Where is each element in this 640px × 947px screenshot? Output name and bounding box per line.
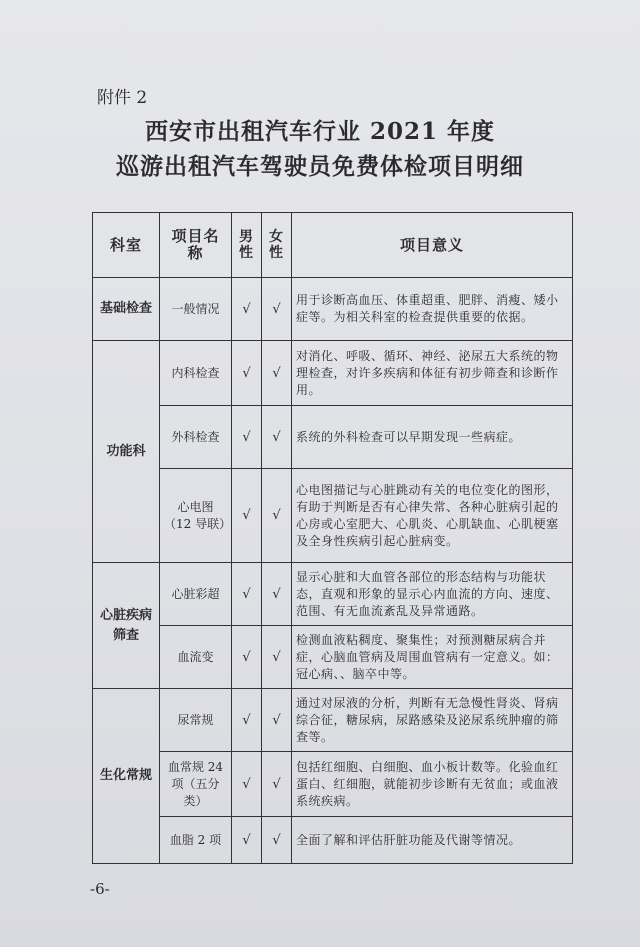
meaning-cell: 包括红细胞、白细胞、血小板计数等。化验血红蛋白、红细胞，就能初步诊断有无贫血；或血液系统疾病。 xyxy=(292,752,573,817)
meaning-cell: 检测血液粘稠度、聚集性；对预测糖尿病合并症，心脑血管病及周围血管病有一定意义。如：冠心病、、脑卒中等。 xyxy=(292,626,573,689)
item-cell: 心脏彩超 xyxy=(160,563,232,626)
page-number: -6- xyxy=(90,880,110,898)
dept-cell: 功能科 xyxy=(93,341,160,563)
table-row xyxy=(93,563,573,626)
female-check: √ xyxy=(262,563,292,626)
male-check: √ xyxy=(232,689,262,752)
item-cell: 血脂 2 项 xyxy=(160,817,232,864)
dept-cell: 生化常规 xyxy=(93,689,160,864)
attachment-label: 附件 2 xyxy=(97,88,148,108)
table-row xyxy=(93,278,573,341)
female-check: √ xyxy=(262,689,292,752)
female-check: √ xyxy=(262,626,292,689)
meaning-cell: 显示心脏和大血管各部位的形态结构与功能状态，直观和形象的显示心内血流的方向、速度、范围、有无血流紊乱及异常通路。 xyxy=(292,563,573,626)
table-row xyxy=(93,817,573,864)
male-check: √ xyxy=(232,563,262,626)
female-check: √ xyxy=(262,469,292,563)
female-check: √ xyxy=(262,278,292,341)
meaning-cell: 系统的外科检查可以早期发现一些病症。 xyxy=(292,406,573,469)
exam-items-table-wrapper xyxy=(92,212,573,864)
item-cell: 内科检查 xyxy=(160,341,232,406)
female-check: √ xyxy=(262,752,292,817)
male-check: √ xyxy=(232,406,262,469)
male-check: √ xyxy=(232,626,262,689)
male-check: √ xyxy=(232,469,262,563)
meaning-cell: 对消化、呼吸、循环、神经、泌尿五大系统的物理检查，对许多疾病和体征有初步筛查和诊断作用。 xyxy=(292,341,573,406)
document-title-line2: 巡游出租汽车驾驶员免费体检项目明细 xyxy=(116,153,524,180)
document-title-line1: 西安市出租汽车行业 2021 年度 xyxy=(144,118,496,145)
female-check: √ xyxy=(262,817,292,864)
exam-items-table xyxy=(92,212,573,864)
table-row xyxy=(93,626,573,689)
item-cell: 尿常规 xyxy=(160,689,232,752)
table-row xyxy=(93,689,573,752)
header-meaning: 项目意义 xyxy=(292,213,573,278)
table-row xyxy=(93,341,573,406)
meaning-cell: 心电图描记与心脏跳动有关的电位变化的图形，有助于判断是否有心律失常、各种心脏病引起的心房或心室肥大、心肌炎、心肌缺血、心肌梗塞及全身性疾病引起心脏病变。 xyxy=(292,469,573,563)
header-female: 女性 xyxy=(262,213,292,278)
item-cell: 外科检查 xyxy=(160,406,232,469)
male-check: √ xyxy=(232,817,262,864)
dept-cell: 基础检查 xyxy=(93,278,160,341)
male-check: √ xyxy=(232,278,262,341)
header-male: 男性 xyxy=(232,213,262,278)
male-check: √ xyxy=(232,752,262,817)
meaning-cell: 全面了解和评估肝脏功能及代谢等情况。 xyxy=(292,817,573,864)
table-row xyxy=(93,752,573,817)
header-dept: 科室 xyxy=(93,213,160,278)
male-check: √ xyxy=(232,341,262,406)
item-cell: 血常规 24 项（五分类） xyxy=(160,752,232,817)
meaning-cell: 用于诊断高血压、体重超重、肥胖、消瘦、矮小症等。为相关科室的检查提供重要的依据。 xyxy=(292,278,573,341)
header-item: 项目名称 xyxy=(160,213,232,278)
meaning-cell: 通过对尿液的分析，判断有无急慢性肾炎、肾病综合征，糖尿病，尿路感染及泌尿系统肿瘤的筛查等。 xyxy=(292,689,573,752)
table-row xyxy=(93,469,573,563)
table-header-row xyxy=(93,213,573,278)
female-check: √ xyxy=(262,406,292,469)
dept-cell: 心脏疾病筛查 xyxy=(93,563,160,689)
table-row xyxy=(93,406,573,469)
item-cell: 血流变 xyxy=(160,626,232,689)
item-cell: 心电图（12 导联） xyxy=(160,469,232,563)
female-check: √ xyxy=(262,341,292,406)
item-cell: 一般情况 xyxy=(160,278,232,341)
